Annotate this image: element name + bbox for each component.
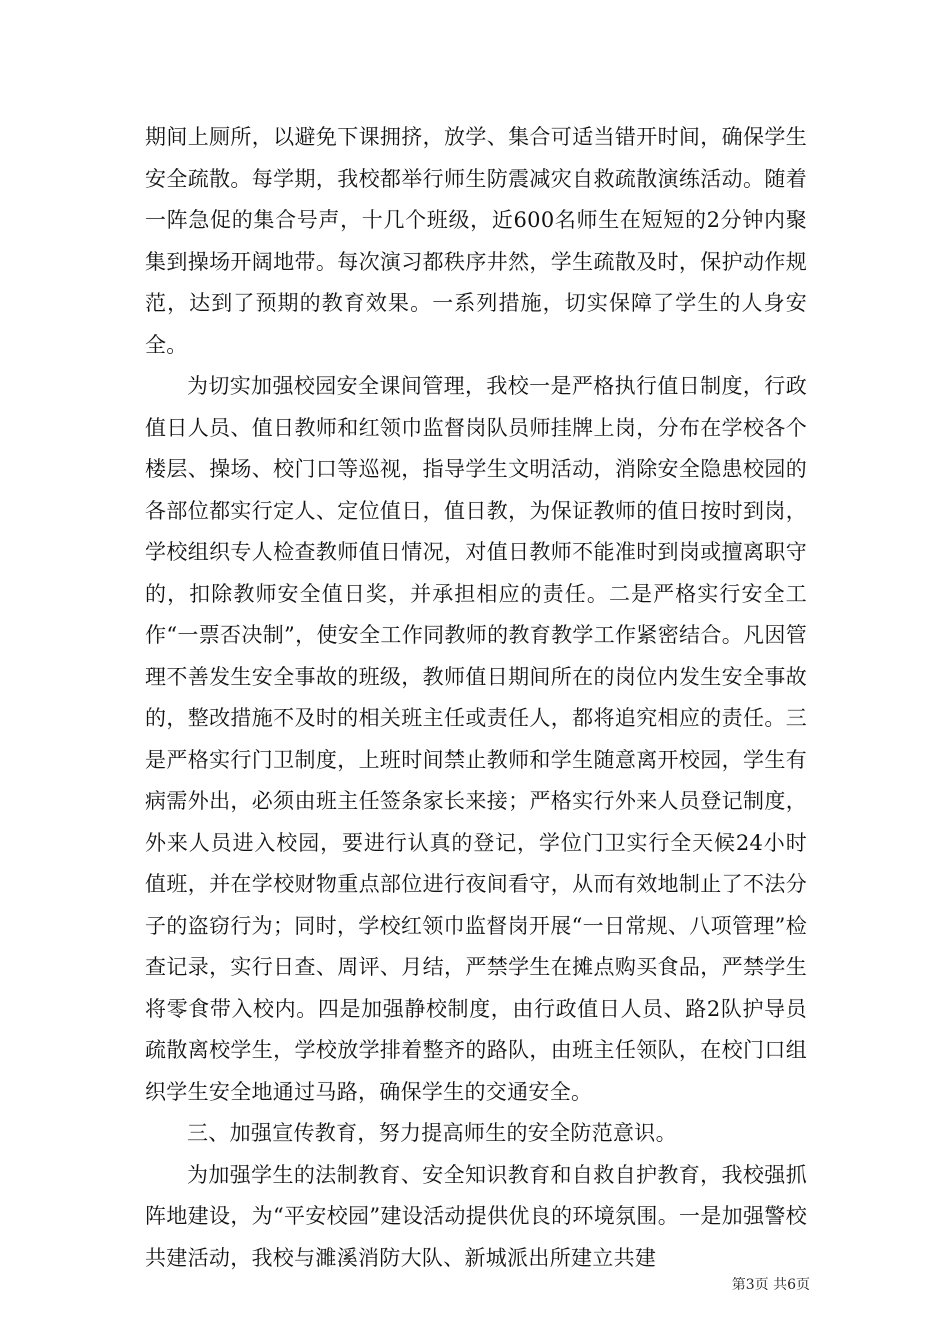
page-footer [690,1275,810,1295]
paragraph-4: 为加强学生的法制教育、安全知识教育和自救自护教育，我校强抓阵地建设，为“平安校园”建设活动提供优良的环境氛围。一是加强警校共建活动，我校与濉溪消防大队、新城派出所建立共建 [145,1162,807,1270]
section-heading-3: 三、加强宣传教育，努力提高师生的安全防范意识。 [187,1121,677,1145]
paragraph-2: 为切实加强校园安全课间管理，我校一是严格执行值日制度，行政值日人员、值日教师和红领巾监督岗队员师挂牌上岗，分布在学校各个楼层、操场、校门口等巡视，指导学生文明活动，消除安全隐患校园的各部位都实行定人、定位值日，值日教，为保证教师的值日按时到岗，学校组织专人检查教师值日情况，对值日教师不能准时到岗或擅离职守的，扣除教师安全值日奖，并承担相应的责任。二是严格实行安全工作“一票否决制”，使安全工作同教师的教育教学工作紧密结合。凡因管理不善发生安全事故的班级，教师值日期间所在的岗位内发生安全事故的，整改措施不及时的相关班主任或责任人，都将追究相应的责任。三是严格实行门卫制度，上班时间禁止教师和学生随意离开校园，学生有病需外出，必须由班主任签条家长来接；严格实行外来人员登记制度，外来人员进入校园，要进行认真的登记，学位门卫实行全天候24小时值班，并在学校财物重点部位进行夜间看守，从而有效地制止了不法分子的盗窃行为；同时，学校红领巾监督岗开展“一日常规、八项管理”检查记录，实行日查、周评、月结，严禁学生在摊点购买食品，严禁学生将零食带入校内。四是加强静校制度，由行政值日人员、路2队护导员疏散离校学生，学校放学排着整齐的路队，由班主任领队，在校门口组织学生安全地通过马路，确保学生的交通安全。 [145,374,807,1104]
document-body [145,117,807,1279]
total-pages: 6 [787,1277,796,1293]
paragraph-1: 期间上厕所，以避免下课拥挤，放学、集合可适当错开时间，确保学生安全疏散。每学期，我校都举行师生防震减灾自救疏散演练活动。随着一阵急促的集合号声，十几个班级，近600名师生在短短的2分钟内聚集到操场开阔地带。每次演习都秩序井然，学生疏散及时，保护动作规范，达到了预期的教育效果。一系列措施，切实保障了学生的人身安全。 [145,125,807,357]
page-prefix: 第 [731,1277,746,1293]
page-number: 3 [745,1277,755,1293]
page-mid: 页 共 [754,1277,788,1293]
page-suffix: 页 [796,1277,810,1293]
